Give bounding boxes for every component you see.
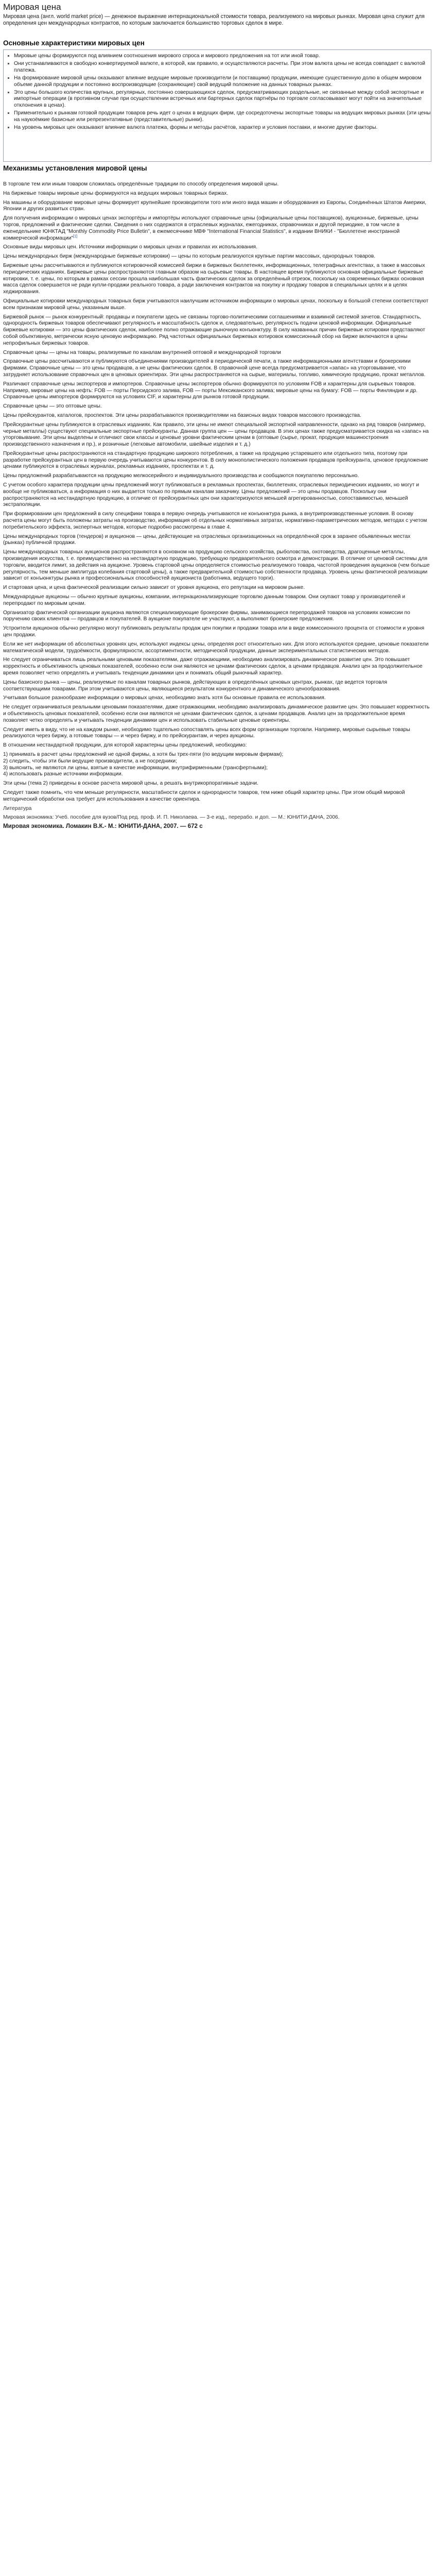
body-paragraph: Цены прейскурантов, каталогов, проспектов. Эти цены разрабатываются производителями на базисных видах товаров массового производства. [3, 412, 361, 418]
body-paragraph: С учетом особого характера продукции цены предложений могут публиковаться в рекламных проспектах, бюллетенях, отраслевых периодических изданиях, но могут и вообще не публиковаться, а информация о них выдается только по прямым каналам заказчику. Цены предложений — это цены продавцов. Поскольку они распространяются на нестандартную продукцию, в отличие от прейскурантных цен они характеризуются меньшей агрегированностью, сопоставимостью, меньшей экстраполяции. [3, 482, 420, 508]
section-heading-mechanisms: Механизмы установления мировой цены [3, 164, 147, 172]
literature-heading: Литература [3, 805, 32, 811]
literature-item: Мировая экономика: Учеб. пособие для вузов/Под ред. проф. И. П. Николаева. — 3-е изд., перерабо. и доп. — М.: ЮНИТИ-ДАНА, 2006. [3, 815, 340, 821]
body-paragraph: Международные аукционы — обычно крупные аукционы, компании, интернационализирующие торговлю данным товаром. Они скупают товар у производителей и перепродают по мировым ценам. [3, 594, 405, 606]
article-body [3, 181, 430, 830]
body-paragraph: Не следует ограничиваться реальными ценовыми показателями, даже отражающими, необходимо анализировать динамическое развитие цен. Это повышает корректность и объективность ценовых показателей, особенно если они являются не ценами фактических сделок, а ценами продавцов. Анализ цен за продолжительное время позволяет четко определять и учитывать тенденции динамики цен и использовать стабильные ценовые ориентиры. [3, 704, 430, 723]
body-paragraph: Прейскурантные цены публикуются в отраслевых изданиях. Как правило, эти цены не имеют специальной экспортной направленности, однако на ряд товаров (например, черные металлы) существуют специальные экспортные прейскуранты. Данная группа цен — цены продавцов. В этих ценах также предусматривается скидка на «запас» на уторговывание. Эти цены выделены и отличают свои классы и ценовые уровни фактическим ценам в (оптовые (сырье, прокат, продукция машиностроения производственного назначения и пр.), и розничные (легковые автомобили, швейные изделия и т. д.) [3, 421, 429, 448]
list-item: ▪ Это цены большого количества крупных, регулярных, постоянно совершающихся сделок, предусматривающих раздельные, не связанные между собой экспортные и импортные операции (в противном случае при осуществлении встречных или бартерных сделок партнёры по торговле согласовывают могут пойти на значительные отклонения в ценах). [14, 90, 431, 109]
body-paragraph: Если же нет информации об абсолютных уровнях цен, используют индексы цены, определяя рост относительно них. Для этого используются средние, ценовые показатели математической модели, трудоёмкости, формулярности, ассортиментности, методической продукции, данные экспериментальных статистических методов. [3, 641, 429, 654]
literature-item: Мировая экономика. Ломакин В.К.- М.: ЮНИТИ-ДАНА, 2007. — 672 с [3, 823, 203, 830]
list-item: ▪ На формирование мировой цены оказывают влияние ведущие мировые производители (и поставщики) продукции, имеющие существенную долю в общем мировом объеме данной продукции и постоянно воспроизводящие (сохраняющие) свой ведущий положение на данных товарных рынках. [14, 75, 431, 88]
body-paragraph: При формировании цен предложений в силу специфики товара в первую очередь учитываются не конъюнктура рынка, а внутрипроизводственные условия. В основу расчета цены могут быть положены затраты на производство, информация об отдельных нормативных затратах, нормативно-параметрических методов, методах с учетом потребительского эффекта, экспертных методов, которые подробно рассмотрены в главе 4. [3, 511, 427, 530]
body-paragraph: Устроители аукционов обычно регулярно могут публиковать результаты продаж цен покупки и продажи товара или в виде комиссионного процента от стоимости и уровня цен продажи. [3, 625, 425, 638]
body-paragraph: Цены международных товарных аукционов распространяются в основном на продукцию сельского хозяйства, рыболовства, охотоведства, драгоценные металлы, произведения искусства, т. е. преимущественно на нестандартную продукцию, требующую предварительного осмотра и демонстрации. В отличие от ценовой системы для торговли, вводится лимит, за действия на аукционе. Уровень стартовой цены определяется стоимостью реализуемого товара, частотой проведения аукционов (чем больше регулярность, тем меньше амплитуда колебания стартовой цены), а также предварительной стоимостью собственности продавца. Уровень цены фактической реализации зависит от конъюнктуры рынка и профессиональных способностей аукциониста (работника, ведущего торги). [3, 549, 430, 582]
body-paragraph: В отношении нестандартной продукции, для которой характерны цены предложений, необходимо: [3, 742, 247, 749]
list-item: ▪ Мировые цены формируются под влиянием соотношения мирового спроса и мирового предложения на тот или иной товар. [14, 53, 431, 59]
list-item: 2) следить, чтобы эти были ведущие производители, а не посредники; [3, 758, 177, 764]
body-paragraph: Цены предложений разрабатываются на продукцию мелкосерийного и индивидуального производства и сообщаются покупателю персонально. [3, 473, 359, 479]
list-item: 1) принимать в расчет цены предложений не одной фирмы, а хотя бы трех-пяти (по ведущим мировым фирмам); [3, 751, 284, 757]
list-item: ▪ На уровень мировых цен оказывают влияние валюта платежа, формы и методы расчётов, характер и условия поставки, и многие другие факторы. [14, 125, 431, 131]
page-title: Мировая цена [3, 2, 61, 12]
body-paragraph: Цены международных торгов (тендеров) и аукционов — цены, действующие на отраслевых организационных на определённой срок в заранее объявленных местах (рынках) публичной продажи. [3, 533, 411, 546]
body-paragraph: Официальные котировки международных товарных бирж учитываются наилучшим источником информации о мировых ценах, поскольку в большой степени соответствуют всем признакам мировой цены, указанным выше. [3, 298, 429, 311]
body-paragraph: Эти цены (тема 2) приведены в основе расчета мировой цены, а решать внутрикорпоративные задачи. [3, 781, 258, 787]
body-paragraph: И стартовая цена, и цена фактической реализации сильно зависит от уровня аукциона, его репутации на мировом рынке. [3, 585, 305, 591]
list-item: ▪ Они устанавливаются в свободно конвертируемой валюте, в которой, как правило, и осуществляются расчеты. При этом валюта цены не всегда совпадает с валютой платежа. [14, 61, 431, 74]
body-paragraph: Справочные цены — цены на товары, реализуемые по каналам внутренней оптовой и международной торговли [3, 349, 281, 355]
list-item: 3) выяснить, не являются ли цены, взятые в качестве информации, внутрифирменными (трансфертными); [3, 765, 268, 771]
body-paragraph: Биржевые цены рассчитываются и публикуются котировочной комиссией биржи в биржевых бюллетенях, информационных, телеграфных агентствах, а также в массовых периодических изданиях. Биржевые цены распространяются главным образом на сырьевые товары. В настоящее время публикуются основная официальные биржевые котировки, т. е. цены, по которым в рамках сессии прошла наибольшая часть фактических сделок за определённый отрезок, поскольку на современных биржах основная масса сделок совершается не ради купли-продажи реального товара, а ради заключения контрактов на покупку и продажу товаров в специальных целях и в целях хеджирования. [3, 262, 425, 295]
body-paragraph: Биржевой рынок — рынок конкурентный: продавцы и покупатели здесь не связаны торгово-политическими соглашениями и взаимной системой зачетов. Стандартность, однородность биржевых товаров обеспечивают регулярность и массштабность сделок и, следовательно, регулярность подачи ценовой информации. Официальные биржевые котировки — это цены фактических сделок, наиболее полно отражающие рыночную конъюнктуру. В силу названных причин биржевые котировки представляют собой объективную, метрически ясную ценовую информацию. Ряд частотных официальных биржевых котировок комиссионный сбор на бирже включаются в цены непрофильных биржевых товаров. [3, 314, 425, 346]
body-paragraph: Организатор фактической организации аукциона являются специализирующие брокерские фирмы, занимающиеся перепродажей товаров на условиях комиссии по поручению своих клиентов — продавцов и покупателей. В аукционе покупателе не участвуют, а выполняют брокерские предложения. [3, 609, 410, 622]
body-paragraph: Справочные цены рассчитываются и публикуются объединениями производителей в периодической печати, а также информационными агентствами и брокерскими фирмами. Справочные цены — это цены продавцов, а не цены фактических сделок. В справочной цене всегда предусматривается «запас» на уторговывание, что затрудняет использование справочных цен в ценовых ориентирах. Эти цены распространяются на сырые, материалы, топливо, химическую продукцию, прокат металлов. [3, 359, 426, 378]
body-paragraph: Учитывая большое разнообразие информации о мировых ценах, необходимо знать хотя бы основные правила ее использования. [3, 695, 326, 701]
body-paragraph: На машины и оборудование мировые цены формирует крупнейшие производители того или иного вида машин и оборудования из Европы, Соединённых Штатов Америки, Японии и других развитых стран. [3, 199, 427, 212]
body-paragraph: Не следует ограничиваться лишь реальными ценовыми показателями, даже отражающими, необходимо анализировать динамическое развитие цен. Это повышает корректность и объективность ценовых показателей, особенно если они являются не ценами фактических сделок, а ценами продавцов. Анализ цен за продолжительное время позволяет четко определять и учитывать тенденции динамики цен и понимать общий рыночный характер. [3, 657, 423, 676]
body-paragraph: Цены базисного рынка — цены, реализуемые по каналам товарных рынков, действующих в определённых ценовых центрах, рынках, где ведется торговля соответствующими товарами. При этом учитываются цены, являющиеся результатом конкурентного и динамического ценообразования. [3, 679, 388, 692]
footnote-link[interactable]: [1] [73, 234, 77, 239]
list-item: 4) использовать разные источники информации. [3, 771, 123, 777]
section-heading-characteristics: Основные характеристики мировых цен [3, 39, 145, 47]
list-item: ▪ Применительно к рынкам готовой продукции товаров речь идет о ценах в ведущих фирм, где сосредоточены экспортные товары на ведущих мировых рынках (эти цены на наукоёмкие базисные или репрезентативные (представительные) рынки). [14, 110, 431, 123]
body-paragraph: Цены международных бирж (международные биржевые котировки) — цены по которым реализуются крупные партии массовых, однородных товаров. [3, 253, 376, 260]
body-paragraph: Прейскурантные цены распространяются на стандартную продукцию широкого потребления, а также на продукцию устаревшего или отдельного типа, поэтому при разработке прейскурантных цен в первую очередь учитываются цены конкурентов. В силу монополистического положения продавцов прейскуранта, ценовое предложение ценами публикуются в отраслевых журналах, рекламных изданиях, проспектах и т. д. [3, 450, 428, 470]
body-paragraph: Различают справочные цены экспортеров и импортеров. Справочные цены экспортеров обычно формируются по условиям FOB и характерны для сырьевых товаров. Например, мировые цены на нефть: FOB — порты Персидского залива, FOB — порты Мексиканского залива; мировые цены на бумагу: FOB — порты Финляндии и др. Справочные цены импортеров формируются на условиях CIF, и характерны для рынков готовой продукции. [3, 381, 418, 400]
body-paragraph: В торговле тем или иным товаром сложилась определённые традиции по способу определения мировой цены. [3, 181, 279, 187]
body-paragraph: Следует иметь в виду, что не на каждом рынке, необходимо тщательно сопоставлять цены всех форм организации торговли. Например, мировые сырьевые товары реализуются через биржу, а готовые товары — и через биржу, и по прейскурантам, и через аукционы. [3, 726, 410, 739]
requirements-list [3, 752, 430, 778]
body-paragraph: Основные виды мировых цен. Источники информации о мировых ценах и правилах их использования. [3, 244, 257, 250]
lead-paragraph: Мировая цена (англ. world market price) — денежное выражение интернациональной стоимости товара, реализуемого на мировых рынках. Мировая цена служит для определения цен международных контрактов, по которым заключается большинство торговых сделок в мире. [3, 13, 425, 26]
body-paragraph: Следует также помнить, что чем меньше регулярности, масштабности сделок и однородности товаров, тем ниже общий характер цены. При этом общий мировой методический обработки она требует для использования в качестве ориентира. [3, 789, 405, 802]
body-paragraph: Справочные цены — это оптовые цены. [3, 403, 102, 410]
characteristics-list [3, 49, 431, 162]
body-paragraph: Для получения информации о мировых ценах экспортёры и импортёры используют справочные цены (официальные цены поставщиков), аукционные, биржевые, цены торгов, предложений и фактические сделки. Сведения о них содержатся в отраслевых журналах, ежегодниках, справочниках и другой периодике, в том числе в еженедельнике ЮНКТАД "Monthly Commodity Price Bulletin", в ежемесячнике МВФ "International Financial Statistics", в издании ВНИКИ - "Бюллетене иностранной коммерческой информации" [3, 215, 418, 241]
body-paragraph: На биржевые товары мировые цены формируются на ведущих мировых товарных биржах. [3, 190, 229, 196]
